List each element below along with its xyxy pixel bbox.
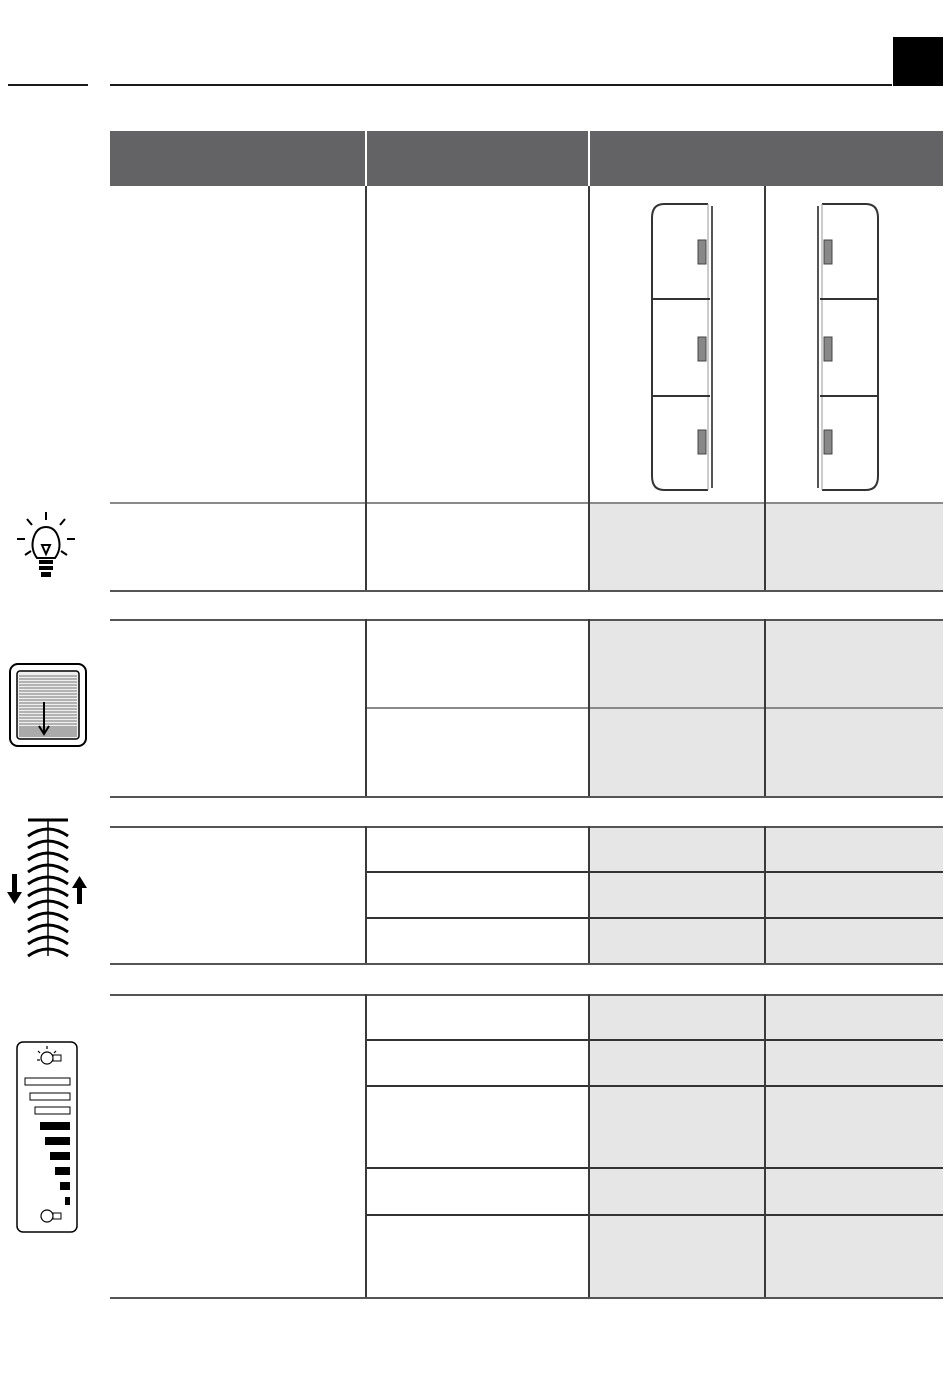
section-4-row-2-cell-right — [766, 1041, 943, 1085]
section-1-cell-right — [766, 504, 943, 590]
venetian-blind-icon — [6, 816, 92, 962]
section-3-row-2-cell-right — [766, 873, 943, 917]
section-2-row-1-cell-right — [766, 621, 943, 707]
section-4-row-3-cell-right — [766, 1087, 943, 1167]
section-1-bottom-line — [110, 590, 943, 592]
header-divider-1 — [365, 131, 367, 186]
section-1-divider-3 — [764, 502, 766, 590]
section-2-row-2-cell-right — [766, 709, 943, 796]
section-3-row-3-cell-right — [766, 919, 943, 963]
section-1-divider-1 — [365, 502, 367, 590]
section-3-divider-1 — [365, 826, 367, 963]
section-4-row-5-cell-right — [766, 1216, 943, 1297]
section-3-bottom-line — [110, 963, 943, 965]
section-4-divider-3 — [764, 994, 766, 1297]
section-4-divider-1 — [365, 994, 367, 1297]
section-1-cell-left — [590, 504, 764, 590]
header-rule — [110, 84, 892, 86]
light-bulb-icon — [15, 512, 77, 582]
section-3-row-1-cell-right — [766, 828, 943, 871]
left-device-image — [648, 202, 714, 492]
section-3-row-3-cell-left — [590, 919, 764, 963]
section-4-row-5-cell-left — [590, 1216, 764, 1297]
header-rule-left — [8, 84, 88, 86]
section-4-row-2-cell-left — [590, 1041, 764, 1085]
section-1-divider-2 — [588, 502, 590, 590]
image-row-divider-3 — [764, 186, 766, 502]
section-2-divider-3 — [764, 619, 766, 796]
roller-shutter-icon — [8, 662, 88, 748]
section-4-divider-2 — [588, 994, 590, 1297]
image-row-divider-2 — [588, 186, 590, 502]
section-4-row-3-cell-left — [590, 1087, 764, 1167]
section-2-divider-1 — [365, 619, 367, 796]
section-2-bottom-line — [110, 796, 943, 798]
section-4-row-4-cell-right — [766, 1169, 943, 1214]
section-2-divider-2 — [588, 619, 590, 796]
section-4-row-4-cell-left — [590, 1169, 764, 1214]
section-2-row-2-cell-left — [590, 709, 764, 796]
section-4-row-1-cell-left — [590, 996, 764, 1039]
section-3-row-1-cell-left — [590, 828, 764, 871]
chapter-marker-tab — [893, 37, 943, 86]
image-row-divider-1 — [365, 186, 367, 502]
section-4-bottom-line — [110, 1297, 943, 1299]
section-3-divider-3 — [764, 826, 766, 963]
section-2-row-1-cell-left — [590, 621, 764, 707]
header-divider-2 — [588, 131, 590, 186]
section-3-divider-2 — [588, 826, 590, 963]
section-4-row-1-cell-right — [766, 996, 943, 1039]
section-3-row-2-cell-left — [590, 873, 764, 917]
right-device-image — [816, 202, 882, 492]
dimmer-icon — [16, 1041, 78, 1233]
table-header-row — [110, 131, 943, 186]
